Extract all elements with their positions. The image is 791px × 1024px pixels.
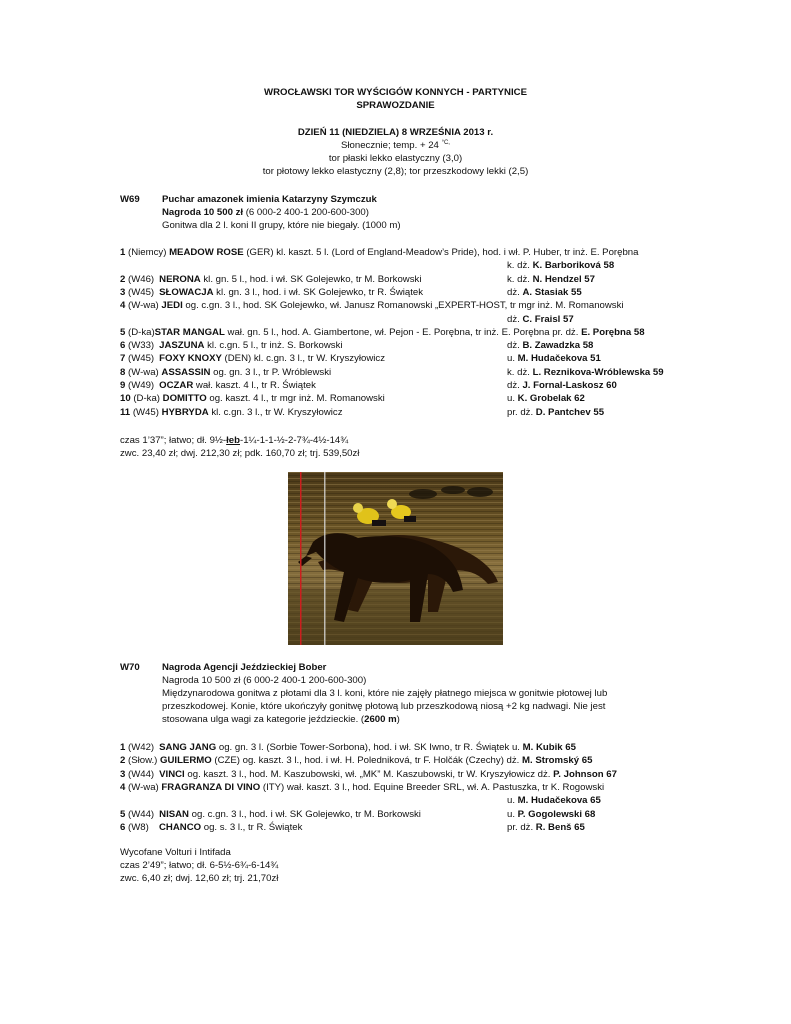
result-line (120, 366, 331, 379)
jockey-label: k. dż. (507, 273, 533, 285)
time-end: -1¼-1-1-½-2-7¾-4½-14¾ (240, 435, 349, 446)
horse-details: og. kaszt. 4 l., tr mgr inż. M. Romanowski (206, 393, 385, 405)
jockey-name: L. Reznikova-Wróblewska 59 (532, 366, 664, 378)
horse-name: NERONA (159, 273, 201, 285)
finish-position: 3 (120, 286, 129, 298)
finish-position: 4 (120, 300, 129, 312)
report-title: WROCŁAWSKI TOR WYŚCIGÓW KONNYCH - PARTYNICE (264, 87, 527, 98)
horse-details: (GER) kl. kaszt. 5 l. (Lord of England-Meadow’s Pride), hod. i wł. P. Huber, tr inż. E. Porębna (243, 247, 639, 258)
race-prize (162, 206, 369, 219)
finish-position: 5 (120, 808, 129, 820)
race-id: W70 (120, 662, 140, 673)
origin-race: (W45) (128, 353, 155, 365)
race-time (120, 434, 348, 447)
horse-details: og. c.gn. 3 l., hod. i wł. SK Golejewko, tr M. Borkowski (189, 808, 421, 820)
race-day: DZIEŃ 11 (NIEDZIELA) 8 WRZEŚNIA 2013 r. (297, 127, 494, 138)
horse-details: og. gn. 3 l., tr P. Wróblewski (210, 366, 332, 378)
finish-position: 3 (120, 768, 129, 780)
horse-name: CHANCO (158, 821, 202, 833)
jockey-name: N. Hendzel 57 (532, 273, 595, 285)
race-prize: Nagroda 10 500 zł (6 000-2 400-1 200-600-300) (162, 675, 367, 686)
time-margin-head: łeb (226, 435, 240, 446)
finish-position: 10 (120, 393, 134, 405)
result-line (120, 392, 385, 405)
finish-position: 4 (120, 781, 129, 793)
result-line (120, 352, 385, 365)
origin-race: (W33) (128, 340, 155, 352)
finish-position: 2 (120, 755, 129, 767)
time-start: czas 1’37”; łatwo; dł. 9½- (120, 435, 227, 446)
jockey-name: D. Pantchev 55 (535, 406, 605, 418)
horse-name: ASSASSIN (161, 366, 211, 378)
jockey-label: dż. (507, 340, 523, 352)
jockey-name: K. Grobelak 62 (517, 393, 585, 405)
jockey (507, 286, 582, 299)
finish-position: 8 (120, 366, 129, 378)
origin-race: (W45) (132, 406, 162, 418)
result-line (120, 286, 423, 299)
jockey (507, 392, 585, 405)
jockey-label: u. (507, 393, 518, 405)
jockey-name: A. Stasiak 55 (522, 286, 582, 298)
horse-name: SANG JANG (159, 742, 217, 753)
jockey-name: R. Benš 65 (535, 821, 585, 833)
result-line (120, 406, 343, 419)
race-title: Puchar amazonek imienia Katarzyny Szymczuk (162, 194, 377, 205)
track-condition-flat: tor płaski lekko elastyczny (3,0) (328, 153, 463, 164)
horse-details: og. c.gn. 3 l., hod. SK Golejewko, wł. Janusz Romanowski „EXPERT-HOST, tr mgr inż. M. Romanowski (182, 300, 624, 312)
race-time: czas 2’49”; łatwo; dł. 6-5½-6¾-6-14¾ (120, 860, 279, 871)
finish-position: 1 (120, 742, 129, 753)
jockey-label: u. (507, 795, 518, 807)
origin-race: (W-wa) (128, 366, 162, 378)
jockey-name: M. Kubik 65 (522, 742, 576, 753)
jockey (507, 821, 585, 834)
conditions-end: ) (396, 714, 400, 725)
result-line (120, 326, 645, 339)
horse-name: JEDI (161, 300, 183, 312)
result-line (120, 808, 421, 821)
finish-position: 5 (120, 326, 129, 338)
jockey-label: dż. (507, 380, 523, 391)
finish-position: 2 (120, 273, 129, 285)
horse-name: DOMITTO (162, 393, 207, 405)
finish-position: 6 (120, 340, 129, 352)
jockey (507, 313, 574, 326)
jockey (507, 366, 664, 379)
jockey-label: u. (507, 808, 518, 820)
result-line (120, 821, 302, 834)
result-line (120, 768, 617, 781)
jockey-label: pr. dż. (507, 821, 536, 833)
race-payouts: zwc. 6,40 zł; dwj. 12,60 zł; trj. 21,70zł (120, 873, 279, 884)
jockey-name: P. Johnson 67 (553, 768, 617, 780)
finish-position: 9 (120, 380, 129, 391)
weather-text: Słonecznie; temp. + 24 (341, 140, 439, 151)
origin-race: (W44) (128, 808, 155, 820)
result-line (120, 273, 421, 286)
finish-position: 6 (120, 821, 129, 833)
finish-position: 1 (120, 247, 129, 258)
origin-race: (W8) (128, 821, 149, 833)
jockey-label: dż. (507, 286, 523, 298)
horse-details: wał. kaszt. 4 l., tr R. Świątek (193, 380, 316, 391)
jockey (507, 273, 595, 286)
race-conditions-line: przeszkodowej. Konie, które ukończyły gonitwę płotową lub przeszkodową niosą +2 kg nadwagi. Nie jest (162, 701, 606, 712)
horse-name: FRAGRANZA DI VINO (161, 781, 261, 793)
origin-race: (W46) (128, 273, 155, 285)
weather (0, 139, 791, 152)
horse-name: FOXY KNOXY (159, 353, 222, 365)
photo-finish-image (288, 472, 503, 645)
jockey-label: k. dż. (507, 366, 533, 378)
race-conditions-line: Międzynarodowa gonitwa z płotami dla 3 l. koni, które nie zajęły płatnego miejsca w gonitwie płotowej lub (162, 688, 608, 699)
horse-name: MEADOW ROSE (169, 247, 244, 258)
race-id: W69 (120, 194, 140, 205)
origin-race: (W45) (128, 286, 155, 298)
jockey-name: K. Barboriková 58 (532, 260, 615, 272)
horse-details: wał. gn. 5 l., hod. A. Giambertone, wł. Pejon - E. Porębna, tr inż. E. Porębna pr. dż. (224, 326, 582, 338)
horse-details: og. gn. 3 l. (Sorbie Tower-Sorbona), hod. i wł. SK Iwno, tr R. Świątek u. (216, 742, 523, 753)
conditions-text: stosowana ulga wagi za kategorie jeździeckie. ( (162, 714, 365, 725)
jockey (507, 808, 595, 821)
jockey (507, 259, 614, 272)
result-line (120, 246, 638, 259)
finish-position: 11 (120, 406, 133, 418)
result-line (120, 299, 624, 312)
jockey-label: u. (507, 353, 518, 365)
horse-details: (DEN) kl. c.gn. 3 l., tr W. Kryszyłowicz (221, 353, 385, 365)
horse-details: (CZE) og. kaszt. 3 l., hod. i wł. H. Poledniková, tr F. Holčák (Czechy) dż. (211, 755, 523, 767)
result-line (120, 754, 592, 767)
horse-details: og. kaszt. 3 l., hod. M. Kaszubowski, wł. „MK” M. Kaszubowski, tr W. Kryszyłowicz dż. (184, 768, 554, 780)
finish-position: 7 (120, 353, 129, 365)
jockey (507, 352, 601, 365)
jockey-name: J. Fornal-Laskosz 60 (522, 380, 617, 391)
jockey (507, 794, 601, 807)
origin-race: (Niemcy) (128, 247, 170, 258)
jockey-name: E. Porębna 58 (581, 326, 645, 338)
race-conditions: Gonitwa dla 2 l. koni II grupy, które nie biegały. (1000 m) (162, 220, 401, 231)
jockey (507, 379, 617, 392)
origin-race: (W44) (128, 768, 155, 780)
jockey-name: P. Gogolewski 68 (517, 808, 596, 820)
horse-details: kl. c.gn. 3 l., tr W. Kryszyłowicz (208, 406, 343, 418)
horse-name: OCZAR (159, 380, 194, 391)
horse-details: kl. gn. 3 l., hod. i wł. SK Golejewko, tr R. Świątek (213, 286, 424, 298)
jockey-name: M. Hudačekova 65 (517, 795, 601, 807)
weather-unit: °C, (441, 139, 450, 146)
horse-name: GUILERMO (160, 755, 212, 767)
horse-details: kl. c.gn. 5 l., tr inż. S. Borkowski (204, 340, 343, 352)
jockey-name: B. Zawadzka 58 (522, 340, 594, 352)
horse-details: (ITY) wał. kaszt. 3 l., hod. Equine Breeder SRL, wł. A. Pastuszka, tr K. Rogowski (260, 781, 605, 793)
origin-race: (D-ka) (128, 326, 155, 338)
horse-details: kl. gn. 5 l., hod. i wł. SK Golejewko, tr M. Borkowski (200, 273, 422, 285)
race-payouts: zwc. 23,40 zł; dwj. 212,30 zł; pdk. 160,70 zł; trj. 539,50zł (120, 448, 360, 459)
result-line (120, 379, 316, 392)
horse-name: SŁOWACJA (159, 286, 214, 298)
jockey-label: k. dż. (507, 260, 533, 272)
race-conditions-line (162, 713, 400, 726)
horse-name: STAR MANGAL (154, 326, 225, 338)
origin-race: (D-ka) (133, 393, 163, 405)
origin-race: (W-wa) (128, 781, 162, 793)
jockey-name: M. Hudačekova 51 (517, 353, 601, 365)
result-line (120, 741, 576, 754)
jockey-name: M. Stromský 65 (522, 755, 593, 767)
origin-race: (W-wa) (128, 300, 162, 312)
withdrawn-note: Wycofane Volturi i Intifada (120, 847, 231, 858)
horse-name: VINCI (159, 768, 185, 780)
track-condition-jumps: tor płotowy lekko elastyczny (2,8); tor przeszkodowy lekki (2,5) (262, 166, 529, 177)
horse-name: NISAN (159, 808, 189, 820)
origin-race: (W42) (128, 742, 155, 753)
race-distance: 2600 m (364, 714, 397, 725)
jockey (507, 406, 604, 419)
origin-race: (Słow.) (128, 755, 161, 767)
horse-name: HYBRYDA (161, 406, 209, 418)
jockey-name: C. Fraisl 57 (522, 313, 574, 325)
race-title: Nagroda Agencji Jeździeckiej Bober (162, 662, 327, 673)
jockey-label: dż. (507, 313, 523, 325)
prize-split: (6 000-2 400-1 200-600-300) (243, 207, 369, 218)
origin-race: (W49) (128, 380, 155, 391)
horse-details: og. s. 3 l., tr R. Świątek (201, 821, 303, 833)
jockey (507, 339, 593, 352)
jockey-label: pr. dż. (507, 406, 536, 418)
horse-name: JASZUNA (159, 340, 205, 352)
result-line (120, 781, 604, 794)
result-line (120, 339, 343, 352)
report-subtitle: SPRAWOZDANIE (356, 100, 435, 111)
prize-label: Nagroda 10 500 zł (162, 207, 244, 218)
